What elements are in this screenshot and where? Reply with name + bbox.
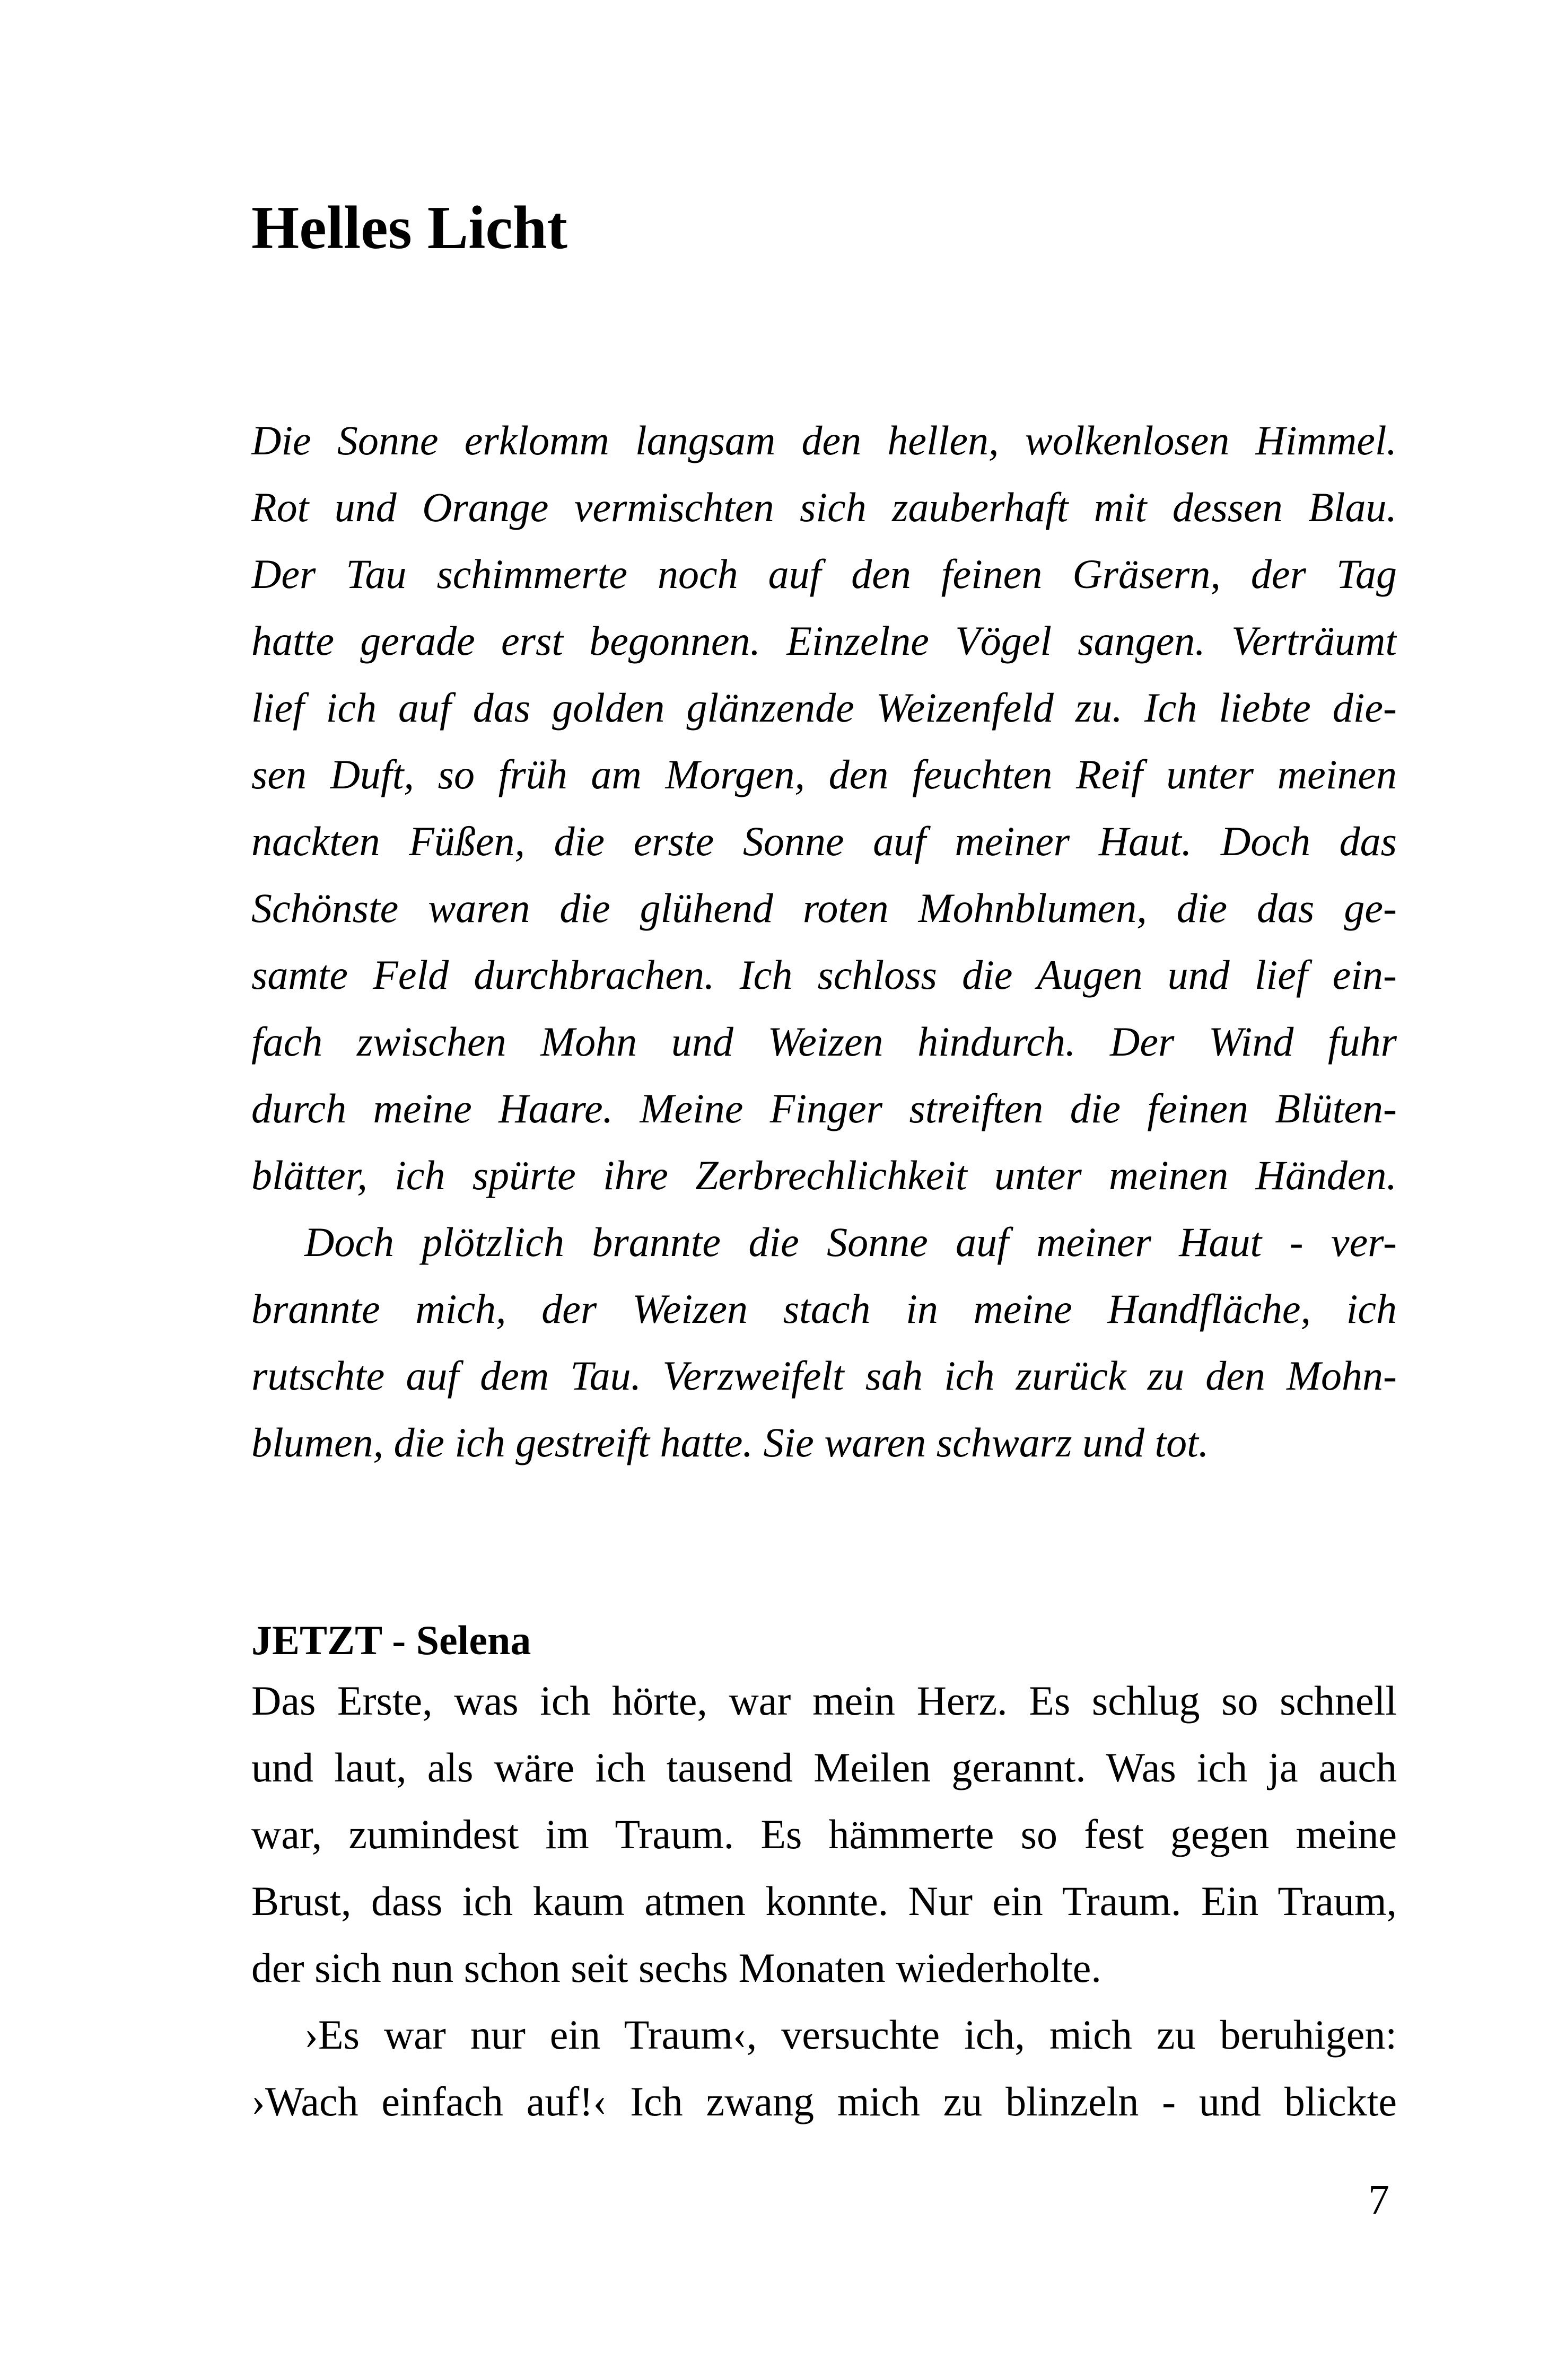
scene-heading: JETZT - Selena	[251, 1617, 531, 1663]
paragraph-line: nackten Füßen, die erste Sonne auf meiner Haut. Doch das	[251, 818, 1397, 864]
paragraph-line: hatte gerade erst begonnen. Einzelne Vögel sangen. Verträumt	[251, 618, 1397, 664]
paragraph-line: Der Tau schimmerte noch auf den feinen Gräsern, der Tag	[251, 551, 1397, 597]
paragraph-line: ›Wach einfach auf!‹ Ich zwang mich zu blinzeln - und blickte	[251, 2078, 1397, 2124]
paragraph-line: Brust, dass ich kaum atmen konnte. Nur ein Traum. Ein Traum,	[251, 1878, 1397, 1924]
paragraph-line: brannte mich, der Weizen stach in meine Handfläche, ich	[251, 1286, 1397, 1332]
paragraph-line: Das Erste, was ich hörte, war mein Herz. Es schlug so schnell	[251, 1678, 1397, 1724]
paragraph-line: der sich nun schon seit sechs Monaten wiederholte.	[251, 1945, 1101, 1991]
paragraph-line: Schönste waren die glühend roten Mohnblumen, die das ge-	[251, 885, 1397, 931]
paragraph-line: blumen, die ich gestreift hatte. Sie waren schwarz und tot.	[251, 1419, 1209, 1465]
paragraph-line: fach zwischen Mohn und Weizen hindurch. Der Wind fuhr	[251, 1018, 1397, 1065]
paragraph-line: und laut, als wäre ich tausend Meilen gerannt. Was ich ja auch	[251, 1744, 1397, 1790]
scene-text	[251, 1667, 1397, 2135]
dream-passage	[251, 407, 1397, 1476]
paragraph-line: Rot und Orange vermischten sich zauberhaft mit dessen Blau.	[251, 484, 1397, 530]
paragraph-line: sen Duft, so früh am Morgen, den feuchten Reif unter meinen	[251, 751, 1397, 797]
paragraph-line: durch meine Haare. Meine Finger streiften die feinen Blüten-	[251, 1085, 1397, 1131]
paragraph-line: samte Feld durchbrachen. Ich schloss die Augen und lief ein-	[251, 952, 1397, 998]
paragraph-line: war, zumindest im Traum. Es hämmerte so fest gegen meine	[251, 1811, 1397, 1857]
paragraph-line: Doch plötzlich brannte die Sonne auf meiner Haut - ver-	[304, 1219, 1397, 1265]
page-number: 7	[1368, 2177, 1389, 2224]
paragraph-line: rutschte auf dem Tau. Verzweifelt sah ich zurück zu den Mohn-	[251, 1353, 1397, 1399]
chapter-title: Helles Licht	[251, 194, 568, 262]
paragraph-line: blätter, ich spürte ihre Zerbrechlichkeit unter meinen Händen.	[251, 1152, 1397, 1198]
paragraph-line: lief ich auf das golden glänzende Weizenfeld zu. Ich liebte die-	[251, 684, 1397, 731]
paragraph-line: Die Sonne erklomm langsam den hellen, wolkenlosen Himmel.	[251, 417, 1397, 463]
paragraph-line: ›Es war nur ein Traum‹, versuchte ich, mich zu beruhigen:	[304, 2012, 1397, 2058]
